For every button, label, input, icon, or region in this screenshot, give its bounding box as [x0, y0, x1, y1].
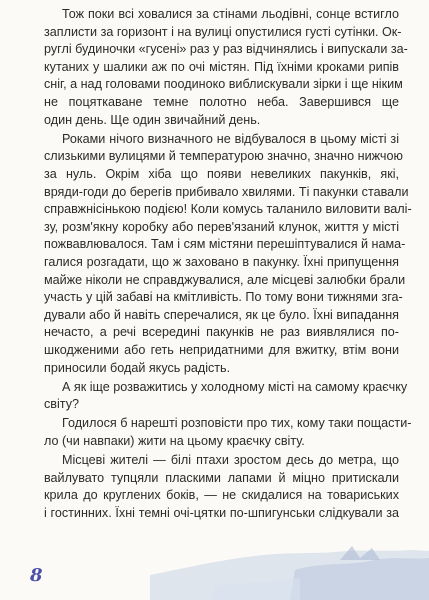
text-line: сніг, а над головами поодиноко виблискували зірки і ще ніким	[44, 77, 403, 92]
text-line: руглі будиночки «гусені» раз у раз відчинялись і випускали за-	[44, 42, 408, 57]
text-line: заплисти за горизонт і на вулиці опустилися густі сутінки. Ок-	[44, 24, 402, 39]
text-line: і гостинних. Їхні темні очі-цятки по-шпигунськи слідкували за	[44, 505, 399, 520]
text-line: слизькими вулицями й температурою значно, значно нижчою	[44, 149, 403, 164]
text-line: пожвавлювалося. Там і сям містяни перешіптувалися й нама-	[44, 237, 406, 252]
text-line: Роками нічого визначного не відбувалося в цьому місті зі	[62, 131, 399, 146]
text-line: кутаних у шалики аж по очі містян. Під їхніми кроками рипів	[44, 59, 399, 74]
text-line: шкодженими або геть непридатними для вжитку, втім вони	[44, 342, 399, 357]
text-line: Годилося б нарешті розповісти про тих, кому таки пощасти-	[62, 416, 412, 431]
text-line: майже ніколи не справджувалися, але місцеві залюбки брали	[44, 272, 406, 287]
text-line: приносили бодай якусь радість.	[44, 360, 231, 375]
text-line: участь у цій забаві на кмітливість. По тому вони тижнями зга-	[44, 290, 403, 305]
text-line: крила до круглених боків, — не скидалися на товариських	[44, 488, 399, 503]
text-line: дували або й навіть сперечалися, як це було. Їхні випадання	[44, 307, 399, 322]
text-line: Місцеві жителі — білі птахи зростом десь до метра, що	[62, 453, 399, 467]
text-line: за нуль. Окрім хіба що появи невеликих пакунків, які,	[44, 166, 399, 181]
text-line: нечасто, а речі всередині пакунків не раз виявлялися по-	[44, 325, 399, 340]
page-number: 8	[30, 565, 43, 586]
text-line: А як іще розважитись у холодному місті на самому краєчку	[62, 379, 408, 394]
text-line: вайлувато тупцяли пласкими лапами й міцно притискали	[44, 470, 399, 485]
text-line: один день. Ще один звичайний день.	[44, 112, 261, 127]
text-line: вряди-годи до берегів прибивало хвилями. Ті пакунки ставали	[44, 184, 409, 199]
text-line: зу, розм'якну коробку або перев'язаний клунок, життя у місті	[44, 219, 399, 234]
text-line: галися розгадати, що ж заховано в пакунку. Їхні припущення	[44, 254, 399, 269]
text-line: ло (чи навпаки) жити на цьому краєчку світу.	[44, 433, 305, 448]
text-line: Тож поки всі ховалися за стінами льодівні, сонце встигло	[62, 7, 399, 21]
text-line: справжнісінькою подією! Коли комусь таланило виловити валі-	[44, 202, 412, 217]
text-line: світу?	[44, 397, 79, 412]
text-line: не поцяткаване темне полотно неба. Завершився ще	[44, 95, 399, 109]
